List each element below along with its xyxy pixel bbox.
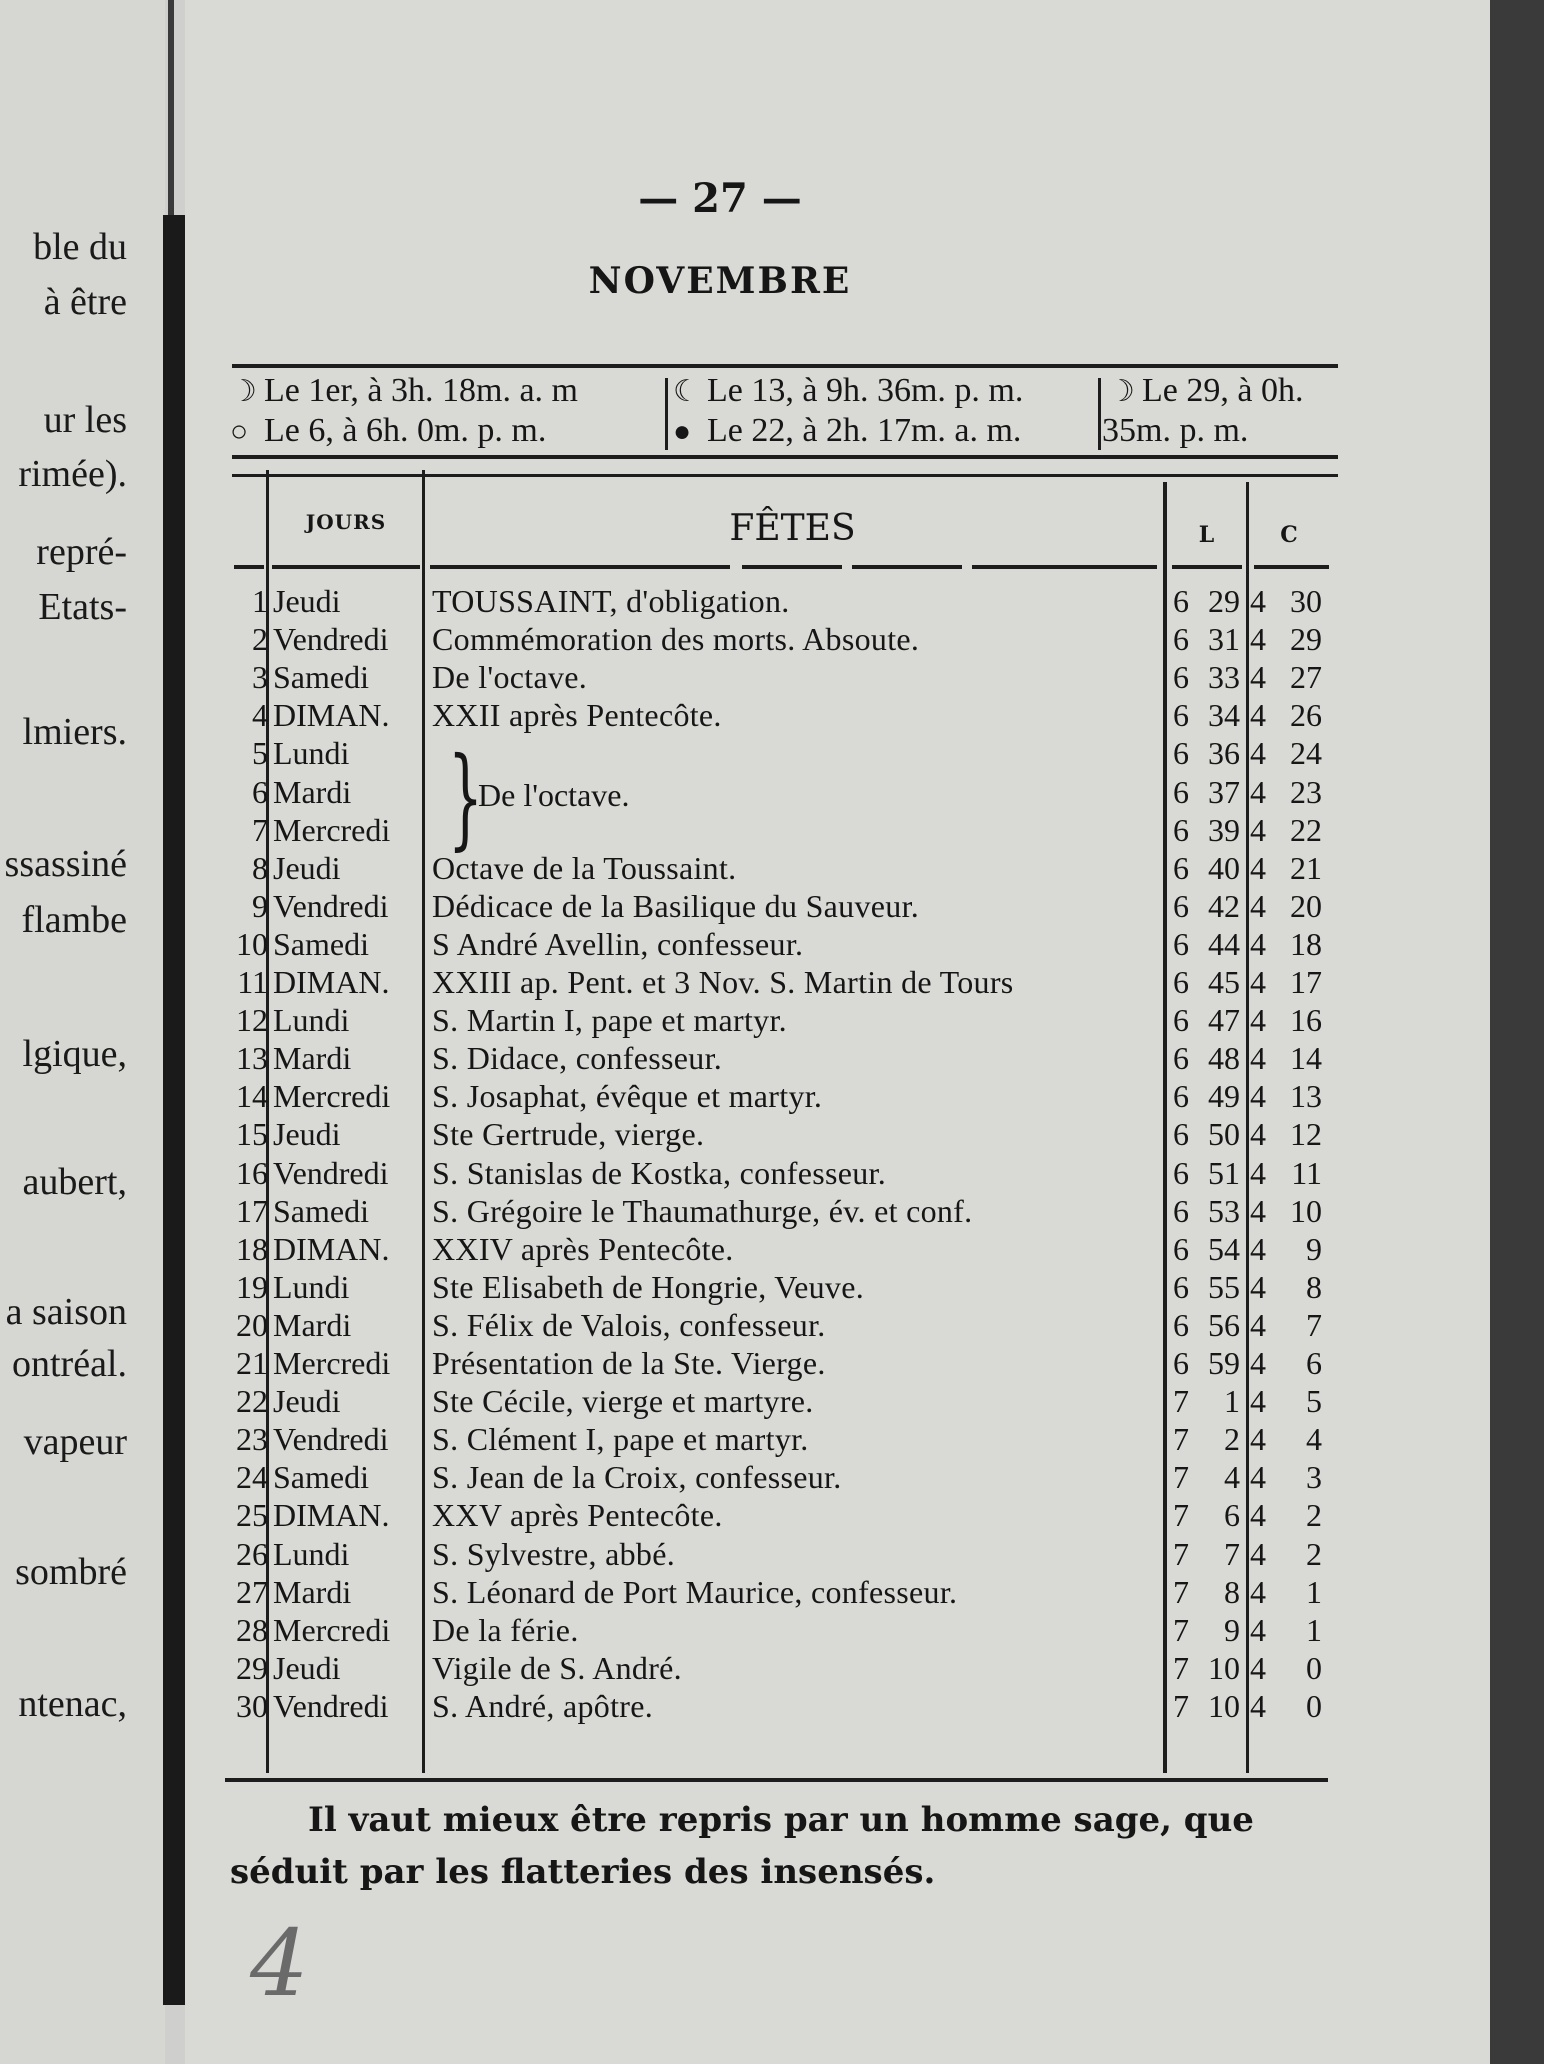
sunrise-minute: 56 (1208, 1306, 1240, 1343)
feast: Ste Gertrude, vierge. (432, 1116, 705, 1153)
weekday: DIMAN. (273, 1230, 390, 1267)
left-fragment: ble du (33, 226, 127, 268)
weekday: Vendredi (273, 1154, 389, 1191)
day-number: 2 (252, 621, 268, 658)
day-number: 16 (236, 1154, 268, 1191)
sunrise-hour: 6 (1173, 773, 1189, 810)
table-row (0, 582, 1544, 620)
sunrise-hour: 7 (1173, 1497, 1189, 1534)
sunrise-hour: 6 (1173, 964, 1189, 1000)
sunset-hour: 4 (1250, 1687, 1266, 1724)
binding-crease (168, 0, 174, 220)
sunset-hour: 4 (1250, 697, 1266, 734)
rule-top (232, 364, 1338, 368)
day-number: 13 (236, 1040, 268, 1077)
sunrise-hour: 7 (1173, 1421, 1189, 1458)
table-row (0, 1535, 1544, 1573)
sunrise-hour: 6 (1173, 697, 1189, 734)
moon-phase-text: Le 6, à 6h. 0m. p. m. (264, 412, 547, 449)
sunrise-minute: 6 (1224, 1497, 1240, 1534)
sunset-hour: 4 (1250, 1535, 1266, 1572)
maxim-line-2: séduit par les flatteries des insensés. (230, 1852, 936, 1892)
feast: S. Stanislas de Kostka, confesseur. (432, 1154, 886, 1191)
column-header-fetes: FÊTES (729, 508, 856, 549)
sunrise-minute: 44 (1208, 925, 1240, 962)
feast: De l'octave. (432, 659, 588, 696)
sunrise-minute: 2 (1224, 1421, 1240, 1458)
sunrise-minute: 7 (1224, 1535, 1240, 1572)
day-number: 12 (236, 1002, 268, 1039)
day-number: 10 (236, 925, 268, 962)
sunrise-hour: 6 (1173, 1040, 1189, 1077)
sunset-hour: 4 (1250, 1192, 1266, 1229)
moon-phase-text: 35m. p. m. (1102, 412, 1249, 449)
sunrise-minute: 36 (1208, 735, 1240, 772)
maxim (230, 1794, 1325, 1898)
sunset-minute: 20 (1290, 887, 1322, 924)
left-fragment: repré- (36, 531, 127, 573)
table-row (0, 811, 1544, 849)
weekday: Vendredi (273, 1687, 389, 1724)
weekday: Lundi (273, 735, 350, 772)
sunset-hour: 4 (1250, 1649, 1266, 1686)
sunset-minute: 1 (1306, 1611, 1322, 1648)
weekday: Samedi (273, 1192, 369, 1229)
left-fragment: aubert, (22, 1161, 127, 1203)
table-row (0, 963, 1544, 1001)
table-row (0, 1154, 1544, 1192)
table-row (0, 1496, 1544, 1534)
sunrise-minute: 40 (1208, 849, 1240, 886)
table-row (0, 1420, 1544, 1458)
weekday: DIMAN. (273, 964, 390, 1000)
day-number: 19 (236, 1268, 268, 1305)
maxim-line-1: Il vaut mieux être repris par un homme sage, que (308, 1800, 1254, 1840)
feast: S. Sylvestre, abbé. (432, 1535, 675, 1572)
feast: S. Didace, confesseur. (432, 1040, 723, 1077)
weekday: Samedi (273, 659, 369, 696)
sunrise-hour: 7 (1173, 1535, 1189, 1572)
day-number: 23 (236, 1421, 268, 1458)
left-fragment: lgique, (22, 1033, 127, 1075)
table-row (0, 1192, 1544, 1230)
feast: Présentation de la Ste. Vierge. (432, 1345, 826, 1381)
feast: TOUSSAINT, d'obligation. (432, 583, 790, 619)
sunset-minute: 2 (1306, 1535, 1322, 1572)
day-number: 26 (236, 1535, 268, 1572)
sunrise-hour: 7 (1173, 1573, 1189, 1610)
sunrise-hour: 7 (1173, 1649, 1189, 1686)
weekday: Jeudi (273, 849, 341, 886)
sunset-minute: 11 (1291, 1154, 1322, 1191)
sunrise-minute: 51 (1208, 1154, 1240, 1191)
table-row (0, 1115, 1544, 1153)
sunset-minute: 8 (1306, 1268, 1322, 1305)
feast: S. Grégoire le Thaumathurge, év. et conf. (432, 1192, 973, 1229)
table-row (0, 1687, 1544, 1725)
feast: Ste Cécile, vierge et martyre. (432, 1383, 814, 1420)
table-row (0, 696, 1544, 734)
day-number: 8 (252, 849, 268, 886)
sunrise-hour: 7 (1173, 1459, 1189, 1496)
first-quarter-moon-icon: ☽ (230, 375, 257, 408)
left-fragment: ur les (43, 399, 127, 441)
sunset-minute: 27 (1290, 659, 1322, 696)
sunset-minute: 29 (1290, 621, 1322, 658)
sunset-minute: 23 (1290, 773, 1322, 810)
sunrise-minute: 34 (1208, 697, 1240, 734)
weekday: DIMAN. (273, 1497, 390, 1534)
feast: Ste Elisabeth de Hongrie, Veuve. (432, 1268, 865, 1305)
sunrise-minute: 1 (1224, 1383, 1240, 1420)
day-number: 24 (236, 1459, 268, 1496)
sunset-hour: 4 (1250, 1002, 1266, 1039)
sunset-minute: 22 (1290, 811, 1322, 848)
sunrise-minute: 54 (1208, 1230, 1240, 1267)
feast: S. André, apôtre. (432, 1687, 654, 1724)
sunset-hour: 4 (1250, 1345, 1266, 1381)
sunset-minute: 17 (1290, 964, 1322, 1000)
table-row (0, 734, 1544, 772)
sunset-minute: 13 (1290, 1078, 1322, 1115)
left-fragment: Etats- (38, 586, 127, 628)
sunrise-hour: 7 (1173, 1687, 1189, 1724)
sunset-hour: 4 (1250, 1573, 1266, 1610)
sunset-hour: 4 (1250, 583, 1266, 619)
table-row (0, 1382, 1544, 1420)
table-row (0, 1077, 1544, 1115)
table-row (0, 1306, 1544, 1344)
sunrise-minute: 37 (1208, 773, 1240, 810)
sunrise-hour: 6 (1173, 1268, 1189, 1305)
sunset-hour: 4 (1250, 1116, 1266, 1153)
sunset-minute: 16 (1290, 1002, 1322, 1039)
sunset-minute: 9 (1306, 1230, 1322, 1267)
sunset-minute: 10 (1290, 1192, 1322, 1229)
sunset-minute: 14 (1290, 1040, 1322, 1077)
sunset-minute: 4 (1306, 1421, 1322, 1458)
sunset-hour: 4 (1250, 1383, 1266, 1420)
weekday: Lundi (273, 1535, 350, 1572)
day-number: 5 (252, 735, 268, 772)
sunrise-hour: 7 (1173, 1383, 1189, 1420)
table-row (0, 1458, 1544, 1496)
column-header-lever: L (1198, 522, 1215, 548)
sunset-hour: 4 (1250, 849, 1266, 886)
feast: S. Léonard de Port Maurice, confesseur. (432, 1573, 958, 1610)
rule-header-top (232, 474, 1338, 477)
sunset-minute: 30 (1290, 583, 1322, 619)
month-title: NOVEMBRE (588, 260, 852, 302)
feast: Commémoration des morts. Absoute. (432, 621, 920, 658)
table-row (0, 1268, 1544, 1306)
new-moon-icon: ● (673, 415, 692, 448)
sunset-hour: 4 (1250, 1040, 1266, 1077)
feast: XXIV après Pentecôte. (432, 1230, 734, 1267)
sunset-minute: 5 (1306, 1383, 1322, 1420)
sunrise-minute: 48 (1208, 1040, 1240, 1077)
sunset-minute: 2 (1306, 1497, 1322, 1534)
weekday: Jeudi (273, 1649, 341, 1686)
table-row (0, 1344, 1544, 1382)
sunset-minute: 1 (1306, 1573, 1322, 1610)
sunrise-hour: 6 (1173, 811, 1189, 848)
sunrise-minute: 10 (1208, 1687, 1240, 1724)
moon-divider (1098, 378, 1101, 450)
weekday: Mercredi (273, 811, 391, 848)
day-number: 28 (236, 1611, 268, 1648)
table-row (0, 1573, 1544, 1611)
weekday: Jeudi (273, 1116, 341, 1153)
weekday: Vendredi (273, 1421, 389, 1458)
sunset-hour: 4 (1250, 1078, 1266, 1115)
day-number: 22 (236, 1383, 268, 1420)
weekday: Lundi (273, 1268, 350, 1305)
weekday: Samedi (273, 1459, 369, 1496)
table-row (0, 925, 1544, 963)
sunrise-hour: 6 (1173, 925, 1189, 962)
feast: S André Avellin, confesseur. (432, 925, 804, 962)
sunset-hour: 4 (1250, 735, 1266, 772)
sunset-hour: 4 (1250, 811, 1266, 848)
weekday: Mercredi (273, 1611, 391, 1648)
table-row (0, 1230, 1544, 1268)
sunrise-minute: 55 (1208, 1268, 1240, 1305)
moon-phase-continued (1102, 412, 1248, 450)
moon-phase-text: Le 1er, à 3h. 18m. a. m (264, 372, 578, 409)
table-row (0, 658, 1544, 696)
day-number: 17 (236, 1192, 268, 1229)
table-row (0, 773, 1544, 811)
first-quarter-moon-icon: ☽ (1108, 375, 1135, 408)
sunset-minute: 0 (1306, 1649, 1322, 1686)
sunrise-hour: 6 (1173, 583, 1189, 619)
feast: XXII après Pentecôte. (432, 697, 722, 734)
left-fragment: lmiers. (22, 711, 127, 753)
moon-phase-new (673, 412, 1021, 450)
weekday: Jeudi (273, 1383, 341, 1420)
feast: De la férie. (432, 1611, 579, 1648)
table-row (0, 1611, 1544, 1649)
sunrise-minute: 45 (1208, 964, 1240, 1000)
sunset-minute: 18 (1290, 925, 1322, 962)
sunrise-hour: 6 (1173, 1078, 1189, 1115)
moon-phase-first-quarter-2 (1108, 372, 1303, 410)
day-number: 18 (236, 1230, 268, 1267)
sunset-hour: 4 (1250, 1268, 1266, 1305)
feast: S. Martin I, pape et martyr. (432, 1002, 787, 1039)
column-header-coucher: C (1280, 522, 1298, 548)
moon-phase-text: Le 29, à 0h. (1142, 372, 1304, 409)
day-number: 27 (236, 1573, 268, 1610)
sunset-hour: 4 (1250, 773, 1266, 810)
sunset-hour: 4 (1250, 1611, 1266, 1648)
sunrise-hour: 6 (1173, 1154, 1189, 1191)
sunrise-hour: 6 (1173, 659, 1189, 696)
sunset-minute: 7 (1306, 1306, 1322, 1343)
sunrise-minute: 31 (1208, 621, 1240, 658)
sunset-hour: 4 (1250, 964, 1266, 1000)
day-number: 29 (236, 1649, 268, 1686)
sunset-hour: 4 (1250, 1154, 1266, 1191)
weekday: Mardi (273, 1306, 352, 1343)
sunset-minute: 24 (1290, 735, 1322, 772)
sunrise-hour: 6 (1173, 1230, 1189, 1267)
sunset-hour: 4 (1250, 621, 1266, 658)
sunrise-hour: 6 (1173, 621, 1189, 658)
sunrise-minute: 9 (1224, 1611, 1240, 1648)
sunrise-hour: 6 (1173, 1116, 1189, 1153)
moon-phase-first-quarter (230, 372, 578, 410)
table-row (0, 887, 1544, 925)
sunrise-minute: 10 (1208, 1649, 1240, 1686)
sunset-minute: 0 (1306, 1687, 1322, 1724)
feast: S. Clément I, pape et martyr. (432, 1421, 809, 1458)
left-fragment: sombré (15, 1551, 127, 1593)
day-number: 20 (236, 1306, 268, 1343)
moon-phase-full (230, 412, 546, 450)
rule-bottom (225, 1778, 1328, 1782)
feast: S. Jean de la Croix, confesseur. (432, 1459, 842, 1496)
sunset-hour: 4 (1250, 1230, 1266, 1267)
sunrise-hour: 7 (1173, 1611, 1189, 1648)
weekday: Mardi (273, 1040, 352, 1077)
weekday: Mardi (273, 1573, 352, 1610)
weekday: Mardi (273, 773, 352, 810)
sunset-minute: 3 (1306, 1459, 1322, 1496)
sunrise-minute: 59 (1208, 1345, 1240, 1381)
day-number: 6 (252, 773, 268, 810)
sunrise-minute: 8 (1224, 1573, 1240, 1610)
weekday: Vendredi (273, 621, 389, 658)
day-number: 25 (236, 1497, 268, 1534)
sunrise-minute: 33 (1208, 659, 1240, 696)
weekday: Lundi (273, 1002, 350, 1039)
octave-brace: } (448, 733, 483, 861)
left-fragment: flambe (21, 899, 127, 941)
sunrise-minute: 50 (1208, 1116, 1240, 1153)
left-fragment: ntenac, (18, 1683, 127, 1725)
left-fragment: a saison (5, 1291, 127, 1333)
sunset-hour: 4 (1250, 887, 1266, 924)
weekday: Vendredi (273, 887, 389, 924)
last-quarter-moon-icon: ☾ (673, 375, 700, 408)
weekday: Mercredi (273, 1345, 391, 1381)
moon-phase-text: Le 13, à 9h. 36m. p. m. (707, 372, 1024, 409)
sunset-minute: 21 (1290, 849, 1322, 886)
sunset-hour: 4 (1250, 1421, 1266, 1458)
day-number: 9 (252, 887, 268, 924)
sunrise-minute: 39 (1208, 811, 1240, 848)
table-row (0, 1649, 1544, 1687)
sunrise-minute: 53 (1208, 1192, 1240, 1229)
rule-below-moons (232, 455, 1338, 459)
sunrise-minute: 29 (1208, 583, 1240, 619)
day-number: 7 (252, 811, 268, 848)
moon-phase-text: Le 22, à 2h. 17m. a. m. (707, 412, 1022, 449)
sunrise-hour: 6 (1173, 1306, 1189, 1343)
weekday: Samedi (273, 925, 369, 962)
full-moon-icon: ○ (230, 415, 249, 448)
sunrise-minute: 49 (1208, 1078, 1240, 1115)
handwritten-mark: 4 (250, 1910, 309, 2017)
sunrise-hour: 6 (1173, 1345, 1189, 1381)
weekday: Mercredi (273, 1078, 391, 1115)
day-number: 15 (236, 1116, 268, 1153)
header-dash-rule (0, 565, 1544, 570)
day-number: 30 (236, 1687, 268, 1724)
weekday: Jeudi (273, 583, 341, 619)
feast: Vigile de S. André. (432, 1649, 682, 1686)
sunset-minute: 12 (1290, 1116, 1322, 1153)
sunrise-hour: 6 (1173, 1002, 1189, 1039)
table-row (0, 620, 1544, 658)
column-header-jours: JOURS (305, 510, 387, 534)
left-fragment: ontréal. (11, 1343, 127, 1385)
feast: S. Josaphat, évêque et martyr. (432, 1078, 823, 1115)
day-number: 1 (252, 583, 268, 619)
sunset-hour: 4 (1250, 1497, 1266, 1534)
sunrise-minute: 47 (1208, 1002, 1240, 1039)
sunrise-hour: 6 (1173, 735, 1189, 772)
octave-group-label: De l'octave. (478, 777, 630, 813)
moon-divider (665, 378, 668, 450)
day-number: 3 (252, 659, 268, 696)
table-row (0, 849, 1544, 887)
sunrise-minute: 42 (1208, 887, 1240, 924)
sunset-hour: 4 (1250, 1306, 1266, 1343)
day-number: 14 (236, 1078, 268, 1115)
sunrise-hour: 6 (1173, 849, 1189, 886)
feast: Dédicace de la Basilique du Sauveur. (432, 887, 920, 924)
sunrise-minute: 4 (1224, 1459, 1240, 1496)
feast: XXV après Pentecôte. (432, 1497, 723, 1534)
left-fragment: vapeur (23, 1421, 127, 1463)
left-fragment: rimée). (18, 453, 127, 495)
day-number: 21 (236, 1345, 268, 1381)
day-number: 4 (252, 697, 268, 734)
feast: S. Félix de Valois, confesseur. (432, 1306, 826, 1343)
table-row (0, 1001, 1544, 1039)
sunset-minute: 26 (1290, 697, 1322, 734)
moon-phase-last-quarter (673, 372, 1023, 410)
table-row (0, 1039, 1544, 1077)
left-fragment: ssassiné (4, 843, 127, 885)
sunset-hour: 4 (1250, 925, 1266, 962)
feast: XXIII ap. Pent. et 3 Nov. S. Martin de Tours (432, 964, 1014, 1000)
page-number: — 27 — (638, 175, 802, 222)
sunrise-hour: 6 (1173, 887, 1189, 924)
day-number: 11 (237, 964, 268, 1000)
sunset-hour: 4 (1250, 659, 1266, 696)
feast: Octave de la Toussaint. (432, 849, 737, 886)
left-fragment: à être (43, 281, 127, 323)
sunset-minute: 6 (1306, 1345, 1322, 1381)
sunrise-hour: 6 (1173, 1192, 1189, 1229)
weekday: DIMAN. (273, 697, 390, 734)
sunset-hour: 4 (1250, 1459, 1266, 1496)
